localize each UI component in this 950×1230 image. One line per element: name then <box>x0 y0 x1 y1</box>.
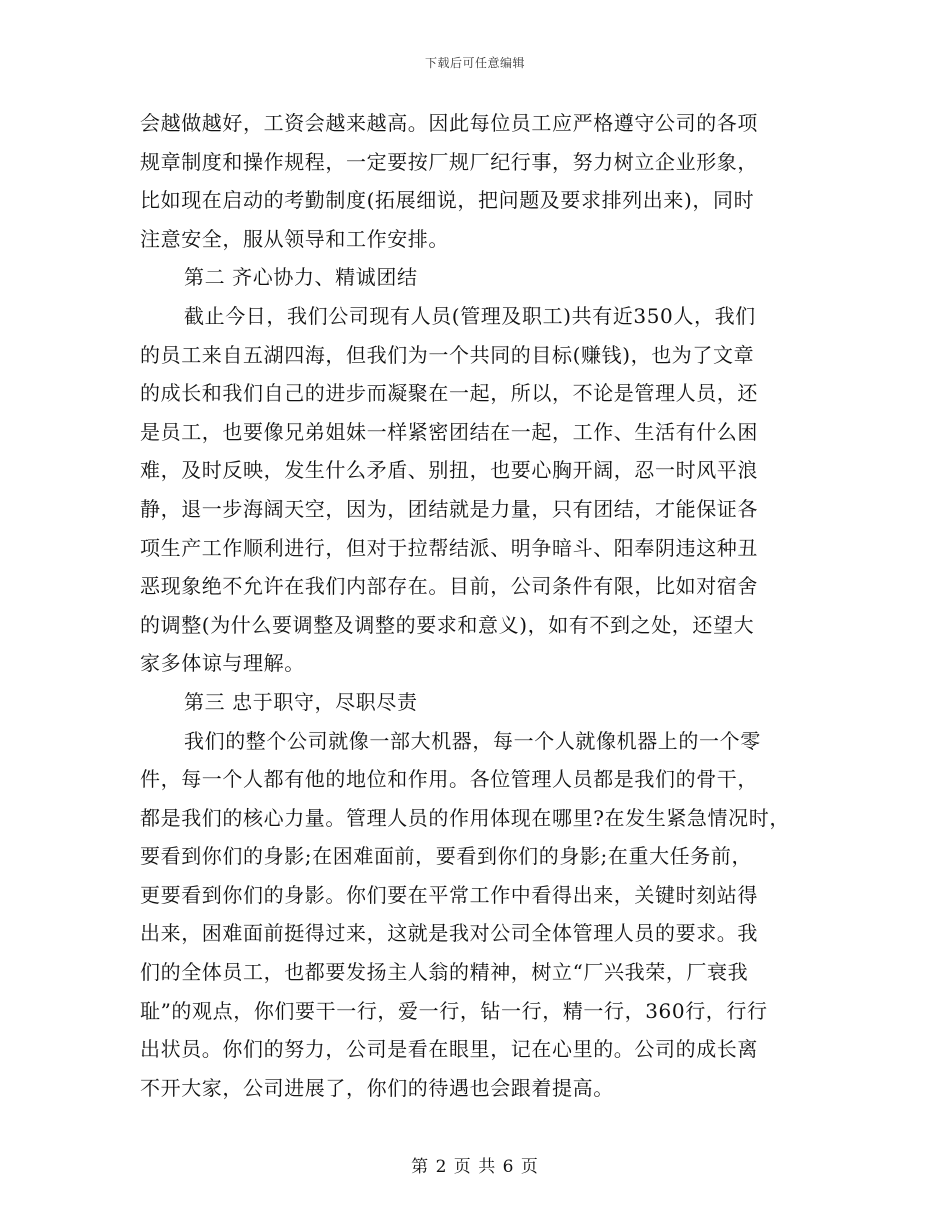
section-heading: 第三 忠于职守，尽职尽责 <box>184 689 418 714</box>
text-line: 家多体谅与理解。 <box>140 651 305 676</box>
text-line: 恶现象绝不允许在我们内部存在。目前，公司条件有限，比如对宿舍 <box>140 574 758 599</box>
text-line: 的调整(为什么要调整及调整的要求和意义)，如有不到之处，还望大 <box>140 612 755 637</box>
document-body <box>140 104 820 1107</box>
text-line: 都是我们的核心力量。管理人员的作用体现在哪里?在发生紧急情况时， <box>140 805 790 830</box>
text-line: 耻”的观点，你们要干一行，爱一行，钻一行，精一行，360行，行行 <box>140 998 768 1023</box>
text-line: 截止今日，我们公司现有人员(管理及职工)共有近350人，我们 <box>184 303 756 328</box>
text-line: 要看到你们的身影;在困难面前，要看到你们的身影;在重大任务前， <box>140 844 753 869</box>
text-line: 件，每一个人都有他的地位和作用。各位管理人员都是我们的骨干， <box>140 767 758 792</box>
text-line: 的成长和我们自己的进步而凝聚在一起，所以，不论是管理人员，还 <box>140 381 758 406</box>
text-line: 规章制度和操作规程，一定要按厂规厂纪行事，努力树立企业形象， <box>140 149 758 174</box>
text-line: 是员工，也要像兄弟姐妹一样紧密团结在一起，工作、生活有什么困 <box>140 419 758 444</box>
text-line: 静，退一步海阔天空，因为，团结就是力量，只有团结，才能保证各 <box>140 496 758 521</box>
text-line: 我们的整个公司就像一部大机器，每一个人就像机器上的一个零 <box>184 728 761 753</box>
text-line: 不开大家，公司进展了，你们的待遇也会跟着提高。 <box>140 1075 614 1100</box>
text-line: 注意安全，服从领导和工作安排。 <box>140 226 449 251</box>
page-footer: 第 2 页 共 6 页 <box>411 1157 539 1177</box>
section-heading: 第二 齐心协力、精诚团结 <box>184 265 418 290</box>
text-line: 更要看到你们的身影。你们要在平常工作中看得出来，关键时刻站得 <box>140 882 758 907</box>
page-header: 下载后可任意编辑 <box>424 56 525 70</box>
text-line: 比如现在启动的考勤制度(拓展细说，把问题及要求排列出来)，同时 <box>140 188 755 213</box>
text-line: 的员工来自五湖四海，但我们为一个共同的目标(赚钱)，也为了文章 <box>140 342 755 367</box>
text-line: 项生产工作顺利进行，但对于拉帮结派、明争暗斗、阳奉阴违这种丑 <box>140 535 758 560</box>
text-line: 难，及时反映，发生什么矛盾、别扭，也要心胸开阔，忍一时风平浪 <box>140 458 758 483</box>
text-line: 出状员。你们的努力，公司是看在眼里，记在心里的。公司的成长离 <box>140 1037 758 1062</box>
text-line: 们的全体员工，也都要发扬主人翁的精神，树立“厂兴我荣，厂衰我 <box>140 960 749 985</box>
text-line: 会越做越好，工资会越来越高。因此每位员工应严格遵守公司的各项 <box>140 111 758 135</box>
text-line: 出来，困难面前挺得过来，这就是我对公司全体管理人员的要求。我 <box>140 921 758 946</box>
